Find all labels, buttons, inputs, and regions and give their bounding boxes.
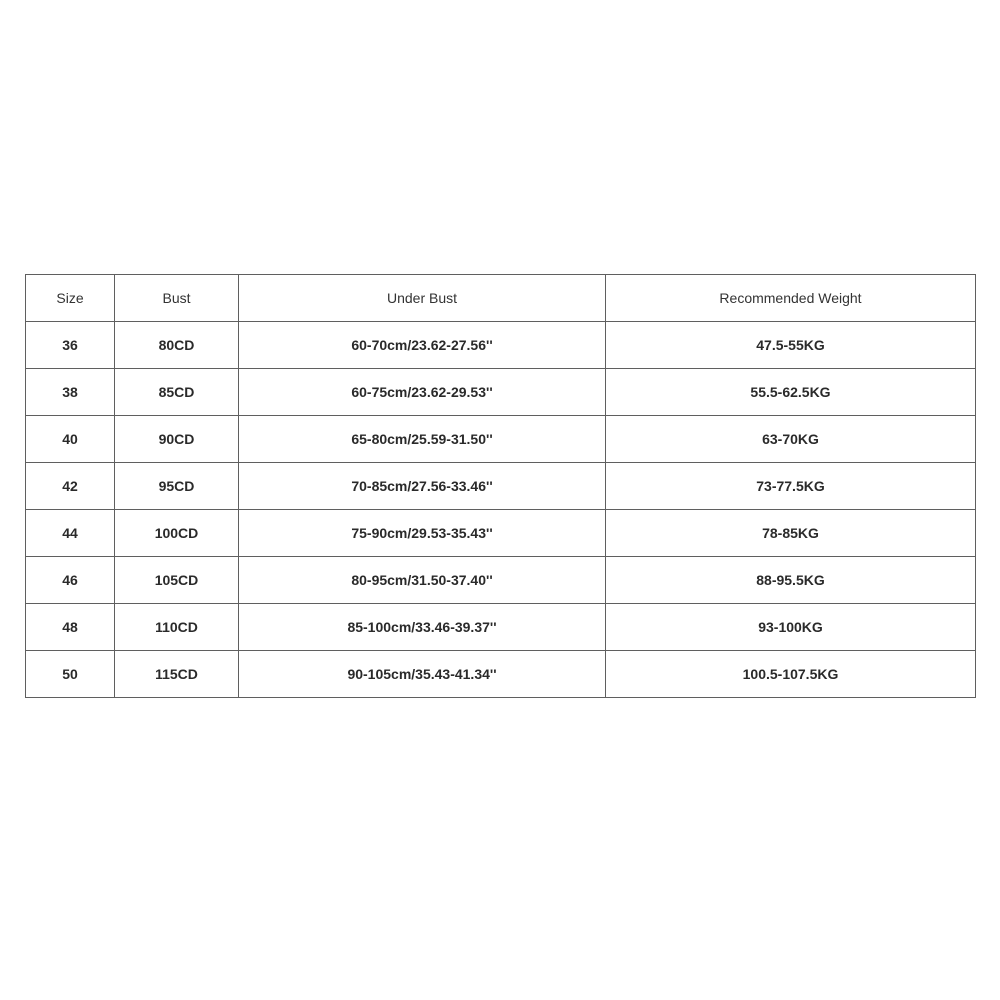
- cell-recommended-weight: 88-95.5KG: [606, 557, 976, 604]
- cell-bust: 100CD: [115, 510, 239, 557]
- table-row: [26, 510, 976, 557]
- cell-recommended-weight: 100.5-107.5KG: [606, 651, 976, 698]
- cell-recommended-weight: 73-77.5KG: [606, 463, 976, 510]
- table-header: [26, 275, 976, 322]
- cell-bust: 115CD: [115, 651, 239, 698]
- cell-under-bust: 75-90cm/29.53-35.43'': [239, 510, 606, 557]
- size-chart-table: [25, 274, 976, 698]
- table-body: [26, 322, 976, 698]
- cell-under-bust: 85-100cm/33.46-39.37'': [239, 604, 606, 651]
- cell-size: 50: [26, 651, 115, 698]
- header-row: [26, 275, 976, 322]
- cell-under-bust: 90-105cm/35.43-41.34'': [239, 651, 606, 698]
- header-size: Size: [26, 275, 115, 322]
- cell-recommended-weight: 55.5-62.5KG: [606, 369, 976, 416]
- cell-bust: 90CD: [115, 416, 239, 463]
- table-row: [26, 651, 976, 698]
- cell-bust: 95CD: [115, 463, 239, 510]
- table-row: [26, 463, 976, 510]
- header-under-bust: Under Bust: [239, 275, 606, 322]
- cell-size: 40: [26, 416, 115, 463]
- cell-size: 46: [26, 557, 115, 604]
- table-row: [26, 416, 976, 463]
- cell-under-bust: 80-95cm/31.50-37.40'': [239, 557, 606, 604]
- cell-size: 38: [26, 369, 115, 416]
- table-row: [26, 369, 976, 416]
- table-row: [26, 557, 976, 604]
- table-row: [26, 322, 976, 369]
- cell-bust: 110CD: [115, 604, 239, 651]
- cell-bust: 85CD: [115, 369, 239, 416]
- cell-size: 44: [26, 510, 115, 557]
- cell-under-bust: 70-85cm/27.56-33.46'': [239, 463, 606, 510]
- cell-size: 48: [26, 604, 115, 651]
- table-row: [26, 604, 976, 651]
- cell-under-bust: 60-75cm/23.62-29.53'': [239, 369, 606, 416]
- cell-under-bust: 65-80cm/25.59-31.50'': [239, 416, 606, 463]
- cell-recommended-weight: 78-85KG: [606, 510, 976, 557]
- cell-recommended-weight: 47.5-55KG: [606, 322, 976, 369]
- header-bust: Bust: [115, 275, 239, 322]
- cell-under-bust: 60-70cm/23.62-27.56'': [239, 322, 606, 369]
- cell-recommended-weight: 63-70KG: [606, 416, 976, 463]
- header-recommended-weight: Recommended Weight: [606, 275, 976, 322]
- cell-size: 42: [26, 463, 115, 510]
- cell-size: 36: [26, 322, 115, 369]
- cell-recommended-weight: 93-100KG: [606, 604, 976, 651]
- cell-bust: 105CD: [115, 557, 239, 604]
- cell-bust: 80CD: [115, 322, 239, 369]
